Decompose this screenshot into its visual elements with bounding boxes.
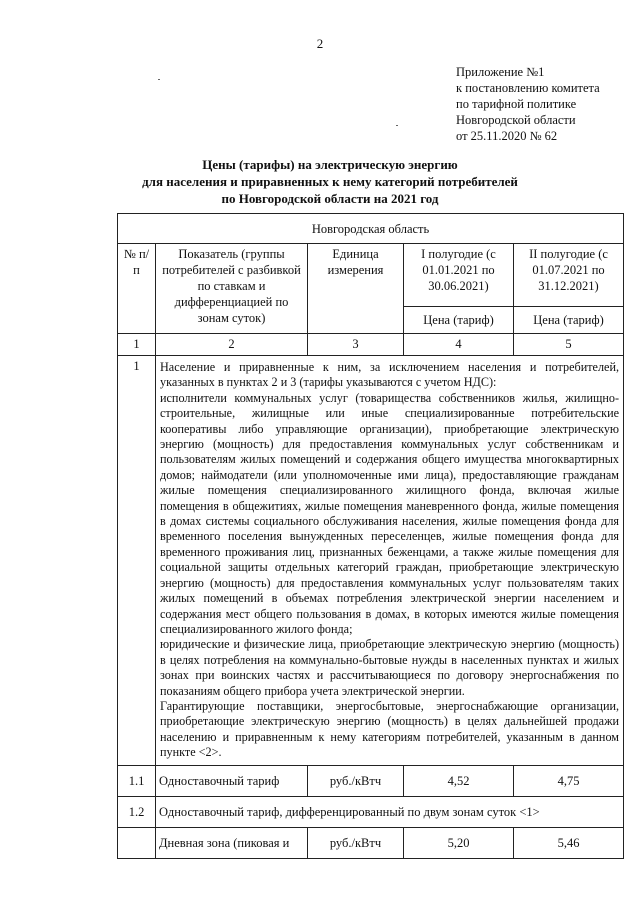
table-row: [118, 827, 624, 858]
column-number: 3: [308, 334, 404, 356]
description-paragraph: Население и приравненные к ним, за исключением населения и потребителей, указанных в пунктах 2 и 3 (тарифы указываются с учетом НДС):: [160, 360, 620, 390]
table-row: [118, 765, 624, 796]
header-half1: I полугодие (с 01.01.2021 по 30.06.2021): [404, 244, 514, 307]
title-line: Цены (тарифы) на электрическую энергию: [202, 157, 458, 172]
title-line: по Новгородской области на 2021 год: [221, 191, 439, 206]
row-number: 1.1: [118, 765, 156, 796]
row-label: Дневная зона (пиковая и: [156, 827, 308, 858]
table-row: [118, 356, 624, 766]
row-number: 1: [118, 356, 156, 766]
appendix-line: от 25.11.2020 № 62: [456, 129, 558, 143]
header-number: № п/п: [118, 244, 156, 334]
header-price2: Цена (тариф): [514, 307, 624, 334]
row-unit: руб./кВтч: [308, 827, 404, 858]
row-unit: руб./кВтч: [308, 765, 404, 796]
appendix-line: к постановлению комитета: [456, 81, 600, 95]
header-price1: Цена (тариф): [404, 307, 514, 334]
row-description: [156, 356, 624, 766]
page-number: 2: [316, 36, 324, 51]
appendix-line: по тарифной политике: [456, 97, 577, 111]
row-number: 1.2: [118, 796, 156, 827]
row-value-half1: 4,52: [404, 765, 514, 796]
title-line: для населения и приравненных к нему категорий потребителей: [142, 174, 518, 189]
row-value-half2: 5,46: [514, 827, 624, 858]
table-row: [118, 796, 624, 827]
document-title: [100, 156, 560, 207]
header-indicator: Показатель (группы потребителей с разбивкой по ставкам и дифференциацией по зонам суток): [156, 244, 308, 334]
region-header: Новгородская область: [118, 214, 624, 244]
scan-speck: [396, 125, 398, 126]
row-value-half2: 4,75: [514, 765, 624, 796]
column-number: 1: [118, 334, 156, 356]
column-number-row: [118, 334, 624, 356]
appendix-block: [456, 64, 632, 144]
appendix-line: Приложение №1: [456, 65, 545, 79]
scan-speck: [158, 79, 160, 80]
row-label: Одноставочный тариф, дифференцированный по двум зонам суток <1>: [156, 796, 624, 827]
tariff-table: [117, 213, 624, 859]
header-half2: II полугодие (с 01.07.2021 по 31.12.2021): [514, 244, 624, 307]
row-number-empty: [118, 827, 156, 858]
header-unit: Единица измерения: [308, 244, 404, 334]
column-number: 2: [156, 334, 308, 356]
row-value-half1: 5,20: [404, 827, 514, 858]
description-paragraph: исполнители коммунальных услуг (товарищества собственников жилья, жилищно-строительные, жилищные или иные специализированные потребительские кооперативы либо управляющие организации), приобретающие электрическую энергию (мощность) для предоставления коммунальных услуг собственникам и пользователям жилых помещений и содержания общего имущества многоквартирных домов; наймодатели (или уполномоченные ими лица), предоставляющие гражданам жилые помещения специализированного жилищного фонда, включая жилые помещения в общежитиях, жилые помещения маневренного фонда, жилые помещения в домах системы социального обслуживания населения, жилые помещения фонда для временного поселения вынужденных переселенцев, жилые помещения фонда для временного проживания лиц, признанных беженцами, а также жилые помещения для социальной защиты отдельных категорий граждан, приобретающие электрическую энергию (мощность) для предоставления коммунальных услуг пользователям таких жилых помещений в объемах потребления электрической энергии населением и содержания мест общего пользования в домах, в которых имеются жилые помещения специализированного жилого фонда;: [160, 390, 620, 636]
description-paragraph: Гарантирующие поставщики, энергосбытовые, энергоснабжающие организации, приобретающие электрическую энергию (мощность) в целях дальнейшей продажи населению и приравненным к нему категориям потребителей, указанным в данном пункте <2>.: [160, 698, 620, 760]
description-paragraph: юридические и физические лица, приобретающие электрическую энергию (мощность) в целях потребления на коммунально-бытовые нужды в населенных пунктах и жилых зонах при воинских частях и рассчитывающиеся по договору энергоснабжения по показаниям общего прибора учета электрической энергии.: [160, 637, 620, 698]
column-number: 4: [404, 334, 514, 356]
row-label: Одноставочный тариф: [156, 765, 308, 796]
column-number: 5: [514, 334, 624, 356]
appendix-line: Новгородской области: [456, 113, 576, 127]
